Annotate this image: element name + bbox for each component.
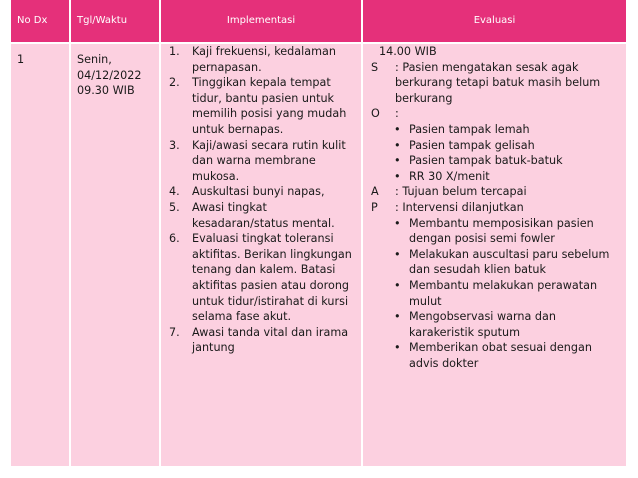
header-tgl-waktu: Tgl/Waktu	[77, 15, 128, 26]
bullet-icon: •	[394, 216, 401, 230]
evaluasi-a	[371, 184, 622, 200]
bullet-icon: •	[394, 154, 401, 168]
item-number: 6.	[169, 232, 180, 246]
no-dx-value: 1	[17, 53, 25, 66]
item-text: Memberikan obat sesuai dengan advis dokter	[409, 341, 592, 370]
item-number: 4.	[169, 185, 180, 199]
item-text: Evaluasi tingkat toleransi aktifitas. Berikan lingkungan tenang dan kalem. Batasi aktifitas pasien atau dorong untuk tidur/istirahat di kursi selama fase akut.	[192, 232, 352, 324]
item-number: 2.	[169, 76, 180, 90]
item-number: 3.	[169, 138, 180, 152]
list-item	[371, 309, 622, 340]
list-item	[169, 200, 357, 231]
tgl-date: 04/12/2022	[77, 68, 142, 82]
cell-tgl-waktu	[71, 44, 159, 466]
nursing-table	[10, 0, 626, 466]
list-item	[169, 138, 357, 185]
cell-evaluasi	[363, 44, 626, 466]
s-text: : Pasien mengatakan sesak agak berkurang tetapi batuk masih belum berkurang	[395, 60, 601, 105]
item-text: RR 30 X/menit	[409, 169, 490, 183]
list-item	[371, 340, 622, 371]
a-text: : Tujuan belum tercapai	[395, 185, 527, 199]
bullet-icon: •	[394, 278, 401, 292]
p-label: P	[371, 200, 378, 214]
item-text: Pasien tampak gelisah	[409, 138, 535, 152]
tgl-day: Senin,	[77, 53, 112, 66]
cell-no-dx	[11, 44, 69, 466]
o-text: :	[395, 107, 399, 121]
p-list	[371, 216, 622, 372]
evaluasi-o	[371, 106, 622, 122]
a-label: A	[371, 185, 379, 199]
item-text: Mengobservasi warna dan karakeristik sputum	[409, 310, 556, 339]
list-item	[371, 122, 622, 138]
header-implementasi: Implementasi	[226, 15, 296, 26]
list-item	[169, 184, 357, 200]
item-text: Awasi tanda vital dan irama jantung	[192, 325, 349, 355]
o-label: O	[371, 107, 380, 121]
header-no-dx: No Dx	[17, 15, 48, 26]
evaluasi-s	[371, 60, 622, 107]
item-text: Membantu melakukan perawatan mulut	[409, 278, 598, 308]
divider	[361, 0, 363, 42]
item-text: Kaji/awasi secara rutin kulit dan warna membrane mukosa.	[192, 138, 346, 183]
item-number: 5.	[169, 200, 180, 214]
list-item	[371, 216, 622, 247]
bullet-icon: •	[394, 169, 401, 183]
list-item	[371, 153, 622, 169]
list-item	[371, 169, 622, 185]
list-item	[371, 138, 622, 154]
item-text: Pasien tampak lemah	[409, 122, 530, 136]
item-number: 1.	[169, 45, 180, 58]
bullet-icon: •	[394, 341, 401, 355]
item-text: Membantu memposisikan pasien dengan posisi semi fowler	[409, 216, 594, 246]
item-text: Pasien tampak batuk-batuk	[409, 154, 563, 168]
table-header-row	[11, 0, 626, 42]
tgl-time: 09.30 WIB	[77, 84, 135, 98]
p-text: : Intervensi dilanjutkan	[395, 200, 524, 214]
item-text: Kaji frekuensi, kedalaman pernapasan.	[192, 45, 336, 74]
item-text: Awasi tingkat kesadaran/status mental.	[192, 200, 335, 230]
cell-implementasi	[161, 44, 361, 466]
list-item	[169, 44, 357, 75]
o-list	[371, 122, 622, 184]
item-text: Melakukan auscultasi paru sebelum dan sesudah klien batuk	[409, 247, 610, 277]
list-item	[371, 278, 622, 309]
list-item	[169, 325, 357, 356]
list-item	[169, 231, 357, 325]
table-row	[11, 44, 626, 466]
bullet-icon: •	[394, 310, 401, 324]
divider	[69, 0, 71, 42]
list-item	[371, 247, 622, 278]
s-label: S	[371, 60, 379, 74]
item-text: Auskultasi bunyi napas,	[192, 185, 325, 199]
item-number: 7.	[169, 325, 180, 339]
header-evaluasi: Evaluasi	[473, 15, 516, 26]
bullet-icon: •	[394, 138, 401, 152]
evaluasi-time: 14.00 WIB	[379, 45, 437, 58]
item-text: Tinggikan kepala tempat tidur, bantu pasien untuk memilih posisi yang mudah untuk bernapas.	[192, 76, 347, 136]
bullet-icon: •	[394, 247, 401, 261]
bullet-icon: •	[394, 122, 401, 136]
list-item	[169, 75, 357, 137]
divider	[159, 0, 161, 42]
evaluasi-p	[371, 200, 622, 216]
implementasi-list	[169, 44, 357, 356]
